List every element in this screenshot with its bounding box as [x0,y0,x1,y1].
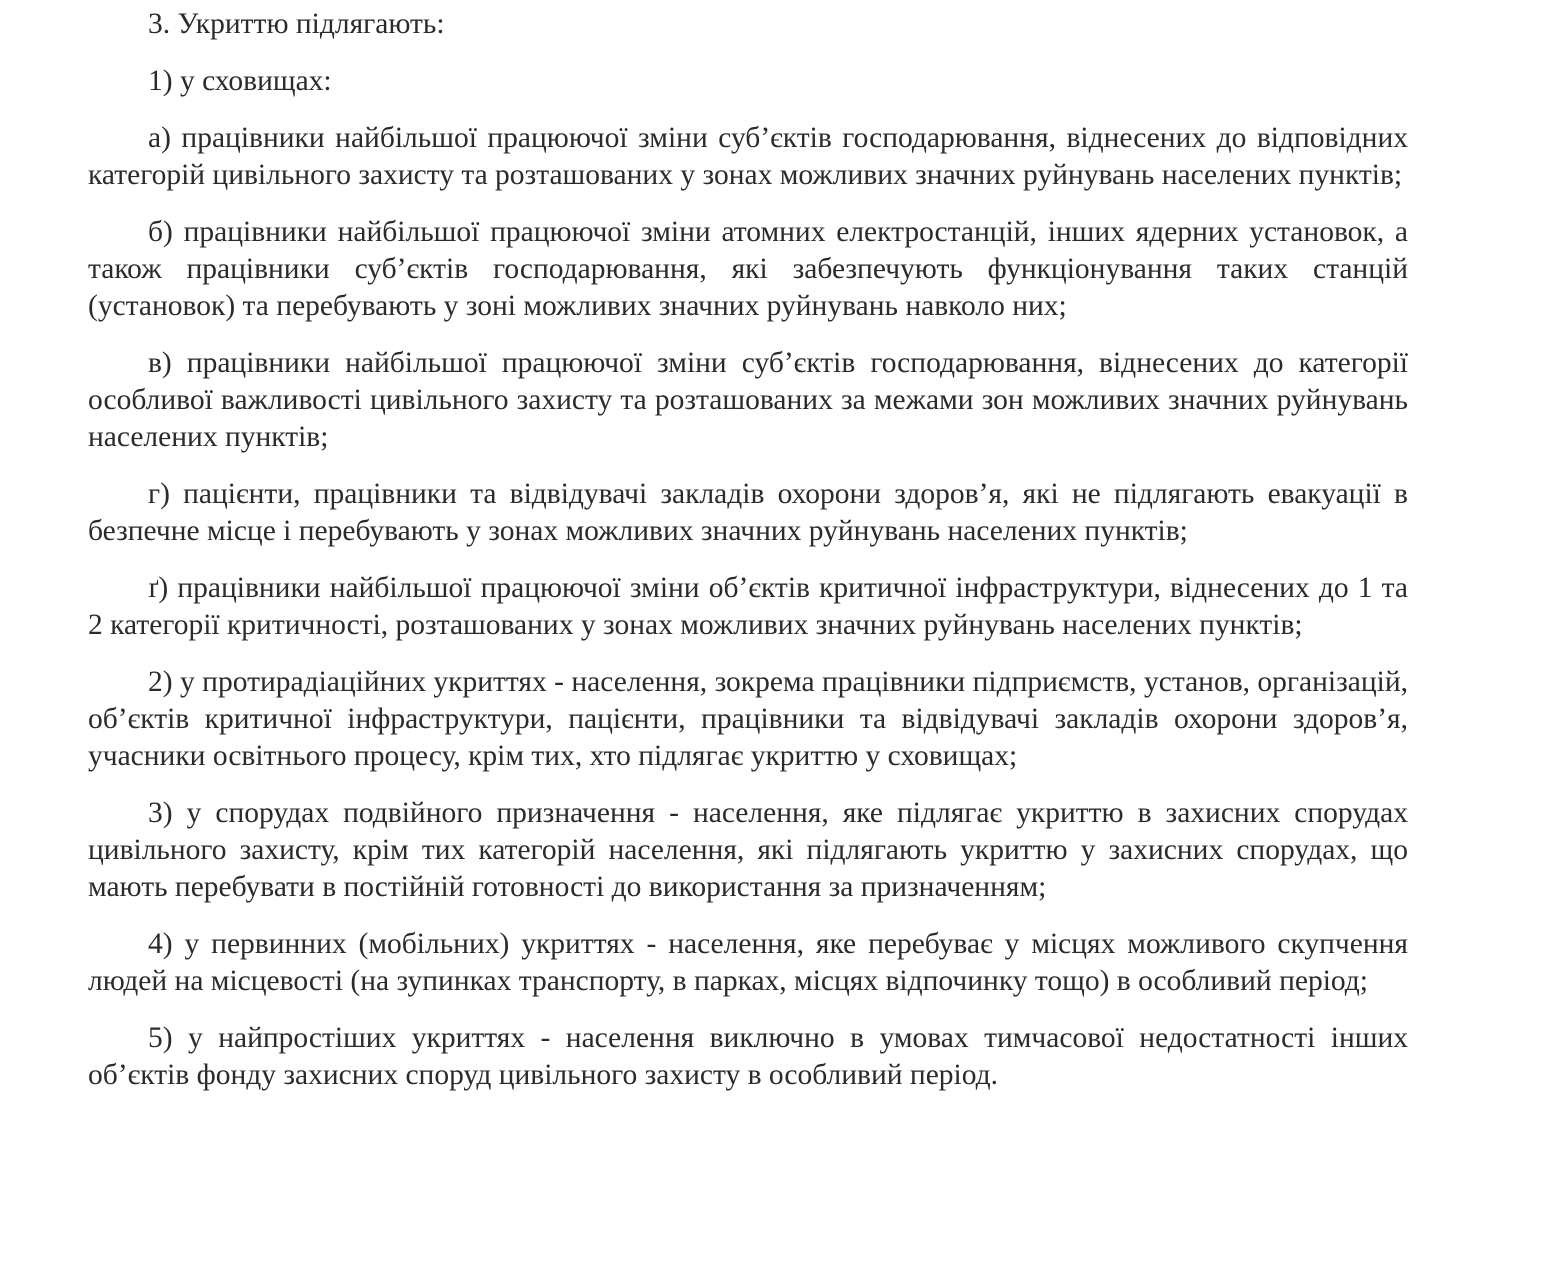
subitem-v: в) працівники найбільшої працюючої зміни суб’єктів господарювання, віднесених до категорії особливої важливості цивільного захисту та розташованих за межами зон можливих значних руйнувань населених пунктів; [88,347,1408,453]
subitem-b: б) працівники найбільшої працюючої зміни атомних електростанцій, інших ядерних установок, а також працівники суб’єктів господарювання, які забезпечують функціонування таких станцій (установок) та перебувають у зоні можливих значних руйнувань навколо них; [88,216,1408,322]
subitem-a: а) працівники найбільшої працюючої зміни суб’єктів господарювання, віднесених до відповідних категорій цивільного захисту та розташованих у зонах можливих значних руйнувань населених пунктів; [88,122,1408,191]
subitem-h: г) пацієнти, працівники та відвідувачі закладів охорони здоров’я, які не підлягають евакуації в безпечне місце і перебувають у зонах можливих значних руйнувань населених пунктів; [88,478,1408,547]
item-2: 2) у протирадіаційних укриттях - населення, зокрема працівники підприємств, установ, організацій, об’єктів критичної інфраструктури, пацієнти, працівники та відвідувачі закладів охорони здоров’я, учасники освітнього процесу, крім тих, хто підлягає укриттю у сховищах; [88,666,1408,772]
document-body [88,6,1408,1114]
item-3: 3) у спорудах подвійного призначення - населення, яке підлягає укриттю в захисних спорудах цивільного захисту, крім тих категорій населення, які підлягають укриттю у захисних спорудах, що мають перебувати в постійній готовності до використання за призначенням; [88,797,1408,903]
item-4: 4) у первинних (мобільних) укриттях - населення, яке перебуває у місцях можливого скупчення людей на місцевості (на зупинках транспорту, в парках, місцях відпочинку тощо) в особливий період; [88,928,1408,997]
item-1-heading: 1) у сховищах: [148,65,332,97]
item-5: 5) у найпростіших укриттях - населення виключно в умовах тимчасової недостатності інших об’єктів фонду захисних споруд цивільного захисту в особливий період. [88,1022,1408,1091]
subitem-g: ґ) працівники найбільшої працюючої зміни об’єктів критичної інфраструктури, віднесених до 1 та 2 категорії критичності, розташованих у зонах можливих значних руйнувань населених пунктів; [88,572,1408,641]
section-heading: 3. Укриттю підлягають: [148,8,445,40]
